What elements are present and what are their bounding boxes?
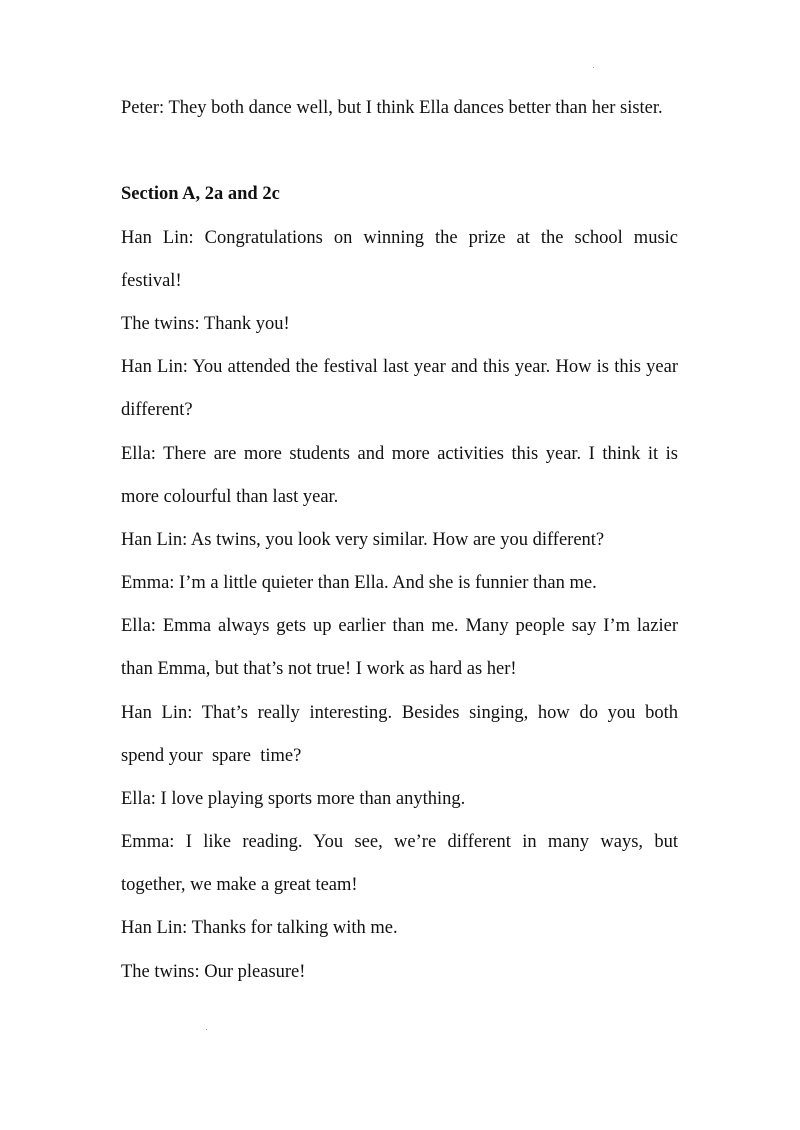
dialogue-line: different?: [121, 400, 193, 420]
dialogue-line: Han Lin: That’s really interesting. Besides singing, how do you both: [121, 703, 678, 723]
dialogue-line: Ella: I love playing sports more than anything.: [121, 789, 466, 809]
dialogue-line: Emma: I like reading. You see, we’re different in many ways, but: [121, 832, 678, 852]
dialogue-line: Ella: Emma always gets up earlier than me. Many people say I’m lazier: [121, 616, 678, 636]
dialogue-line: than Emma, but that’s not true! I work as hard as her!: [121, 659, 517, 679]
dialogue-line: The twins: Our pleasure!: [121, 962, 306, 982]
dialogue-line: The twins: Thank you!: [121, 314, 290, 334]
dialogue-line: Han Lin: As twins, you look very similar. How are you different?: [121, 530, 605, 550]
dialogue-line: Ella: There are more students and more activities this year. I think it is: [121, 444, 678, 464]
scan-dot-bottom: [206, 1029, 207, 1030]
dialogue-line: Emma: I’m a little quieter than Ella. And she is funnier than me.: [121, 573, 597, 593]
dialogue-line: Han Lin: Congratulations on winning the prize at the school music: [121, 228, 678, 248]
intro-line: Peter: They both dance well, but I think Ella dances better than her sister.: [121, 98, 663, 118]
dialogue-line: festival!: [121, 271, 182, 291]
dialogue-line: more colourful than last year.: [121, 487, 339, 507]
section-heading: Section A, 2a and 2c: [121, 184, 280, 204]
dialogue-line: together, we make a great team!: [121, 875, 358, 895]
dialogue-line: Han Lin: Thanks for talking with me.: [121, 918, 398, 938]
scan-dot-top: [593, 67, 594, 68]
dialogue-line: Han Lin: You attended the festival last year and this year. How is this year: [121, 357, 678, 377]
dialogue-line: spend your spare time?: [121, 746, 302, 766]
